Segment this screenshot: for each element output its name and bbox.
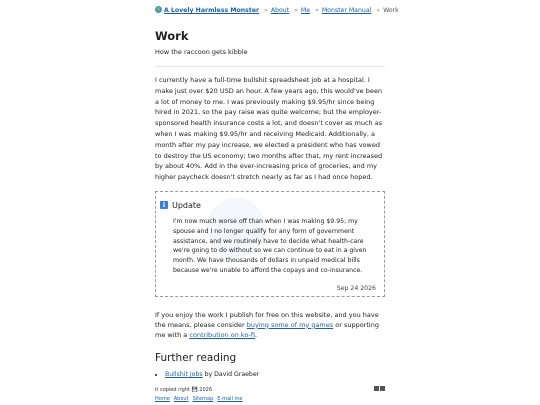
- update-date: Sep 24 2026: [336, 284, 376, 292]
- page-title: Work: [155, 29, 189, 43]
- breadcrumb-me-link[interactable]: Me: [300, 7, 311, 14]
- kofi-link[interactable]: contribution on ko-fi: [189, 330, 256, 339]
- info-icon: i: [160, 201, 168, 209]
- breadcrumb-monster-manual-link[interactable]: Monster Manual: [321, 7, 372, 14]
- footer-email-link[interactable]: E-mail me: [217, 396, 243, 402]
- list-item: [165, 370, 385, 380]
- breadcrumb-separator: »: [315, 7, 319, 14]
- breadcrumb-separator: »: [294, 7, 298, 14]
- footer-sitemap-link[interactable]: Sitemap: [192, 396, 214, 402]
- support-text-after: .: [255, 330, 258, 339]
- footer-badges: [373, 386, 385, 393]
- badge-icon: [374, 386, 379, 391]
- support-text-before: If you enjoy the work I publish for free on this website, and you have the means, please consider: [155, 310, 379, 329]
- footer: [155, 386, 385, 402]
- page-subtitle: How the raccoon gets kibble: [155, 48, 248, 56]
- further-reading-list: [155, 370, 385, 380]
- buy-games-link[interactable]: buying some of my games: [246, 320, 334, 329]
- footer-home-link[interactable]: Home: [155, 396, 170, 402]
- footer-top-row: [155, 386, 385, 393]
- breadcrumb-separator: »: [376, 7, 381, 14]
- further-reading-heading: Further reading: [155, 351, 237, 364]
- list-item-suffix: by David Graeber: [202, 370, 260, 378]
- breadcrumb-about-link[interactable]: About: [270, 7, 290, 14]
- bullshit-jobs-link[interactable]: Bullshit Jobs: [165, 370, 203, 378]
- footer-copyright: it copied right 💾 2026: [155, 386, 213, 393]
- footer-about-link[interactable]: About: [173, 396, 189, 402]
- footer-links: [155, 396, 385, 402]
- breadcrumb-separator: »: [264, 7, 268, 14]
- update-box: [155, 191, 385, 297]
- page: [155, 0, 399, 402]
- support-text-middle: or supporting me with a: [155, 320, 379, 339]
- badge-icon: [380, 386, 385, 391]
- divider: [155, 66, 385, 67]
- support-paragraph: [155, 310, 385, 340]
- body-paragraph: I currently have a full-time bullshit spreadsheet job at a hospital. I make just over $20 USD an hour. A few years ago, this would've been a lot of money to me. I was previously making $9.95/hr since being hired in 2021, so the pay raise was quite welcome; but the employer-sponsored health insurance costs a lot, and doesn't cover as much as when I was making $9.95/hr and receiving Medicaid. Additionally, a month after my pay increase, we elected a president who has vowed to destroy the US economy; two months after that, my rent increased by about 40%. Add in the ever-increasing price of groceries, and my higher paycheck doesn't stretch nearly as far as I had once hoped.: [155, 76, 383, 182]
- update-header: [160, 201, 376, 210]
- update-heading: Update: [172, 200, 201, 210]
- breadcrumb-site-link[interactable]: A Lovely Harmless Monster: [164, 7, 260, 14]
- update-text: I'm now much worse off than when I was making $9.95; my spouse and I no longer qualify for any form of government assistance, and we routinely have to decide what health-care we're going to do without so we can continue to eat in a given month. We have thousands of dollars in unpaid medical bills because we're unable to afford the copays and co-insurance.: [173, 217, 367, 274]
- globe-icon: [155, 6, 162, 13]
- breadcrumb-current: Work: [383, 7, 399, 14]
- breadcrumb: [155, 6, 399, 16]
